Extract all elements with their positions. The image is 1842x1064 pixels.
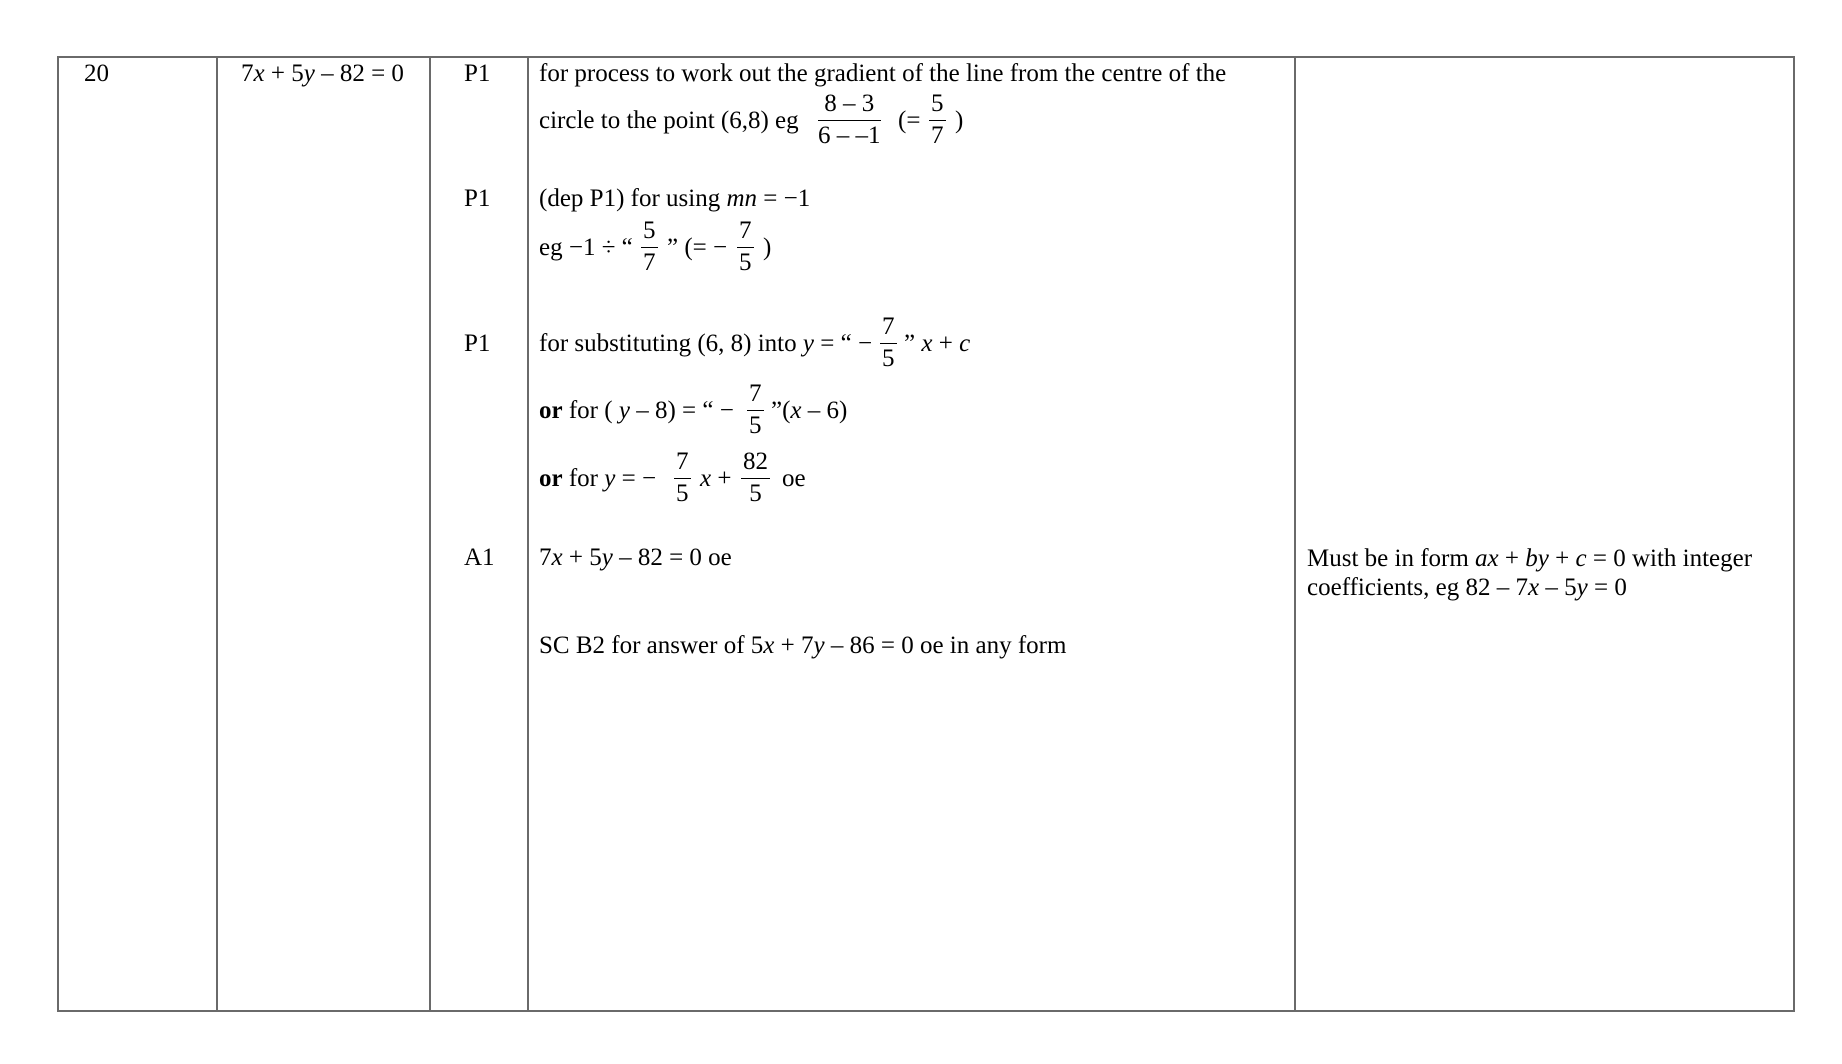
scheme-p1-line2: circle to the point (6,8) eg	[539, 107, 799, 134]
text-part: + 7	[774, 632, 814, 659]
fraction-denominator: 7	[931, 122, 944, 149]
table-bottom-border	[57, 1010, 1795, 1012]
scheme-p1-close: )	[955, 107, 964, 134]
scheme-a1-answer	[539, 543, 732, 573]
answer-part: 7	[241, 60, 254, 87]
text-part: SC B2 for answer of 5	[539, 632, 764, 659]
text-part: – 6)	[801, 397, 848, 424]
text-var: y	[618, 397, 630, 424]
fraction-seven-fifths	[674, 447, 691, 509]
text-part: + 5	[562, 544, 602, 571]
mark-p1-process: P1	[464, 60, 491, 87]
answer-part: – 82 = 0	[314, 60, 404, 87]
fraction-gradient	[818, 89, 881, 151]
text-var: x	[921, 330, 933, 357]
fraction-denominator: 5	[739, 249, 752, 276]
fraction-seven-fifths	[747, 379, 764, 441]
text-var: ax	[1475, 545, 1499, 572]
text-part: – 8) = “ −	[629, 397, 734, 424]
text-part: +	[1548, 545, 1576, 572]
fraction-seven-fifths	[880, 312, 897, 374]
answer-cell	[241, 59, 404, 89]
text-var: x	[1528, 574, 1540, 601]
fraction-denominator: 5	[676, 480, 689, 507]
text-part: (dep P1) for using	[539, 185, 727, 212]
fraction-denominator: 5	[749, 412, 762, 439]
scheme-p3-line2-end	[771, 396, 847, 426]
fraction-numerator: 82	[741, 447, 770, 479]
text-var: x	[700, 465, 712, 492]
mark-a1: A1	[464, 544, 495, 571]
text-part: for (	[562, 397, 619, 424]
text-var: y	[604, 465, 616, 492]
scheme-p3-line2	[539, 396, 734, 426]
mark-p1-perpendicular: P1	[464, 185, 491, 212]
scheme-p3-line3-oe: oe	[782, 465, 806, 492]
text-var: c	[1575, 545, 1587, 572]
text-var: y	[813, 632, 825, 659]
table-top-border	[57, 56, 1795, 58]
answer-part: + 5	[264, 60, 304, 87]
fraction-denominator: 5	[749, 480, 762, 507]
fraction-numerator: 5	[641, 216, 658, 248]
text-part: = 0	[1587, 574, 1627, 601]
text-part: Must be in form	[1307, 545, 1476, 572]
text-part: = 0 with integer coefficients, eg 82 – 7	[1307, 545, 1753, 601]
fraction-numerator: 8 – 3	[818, 89, 881, 121]
text-var: x	[551, 544, 563, 571]
scheme-special-case	[539, 631, 1066, 661]
text-var: y	[1576, 574, 1588, 601]
column-border-right	[1793, 57, 1795, 1012]
fraction-numerator: 5	[929, 89, 946, 121]
text-part: +	[1498, 545, 1526, 572]
scheme-p3-line3	[539, 464, 656, 494]
text-part: = −	[615, 465, 657, 492]
scheme-p1-line1: for process to work out the gradient of the line from the centre of the	[539, 60, 1227, 87]
fraction-denominator: 7	[643, 249, 656, 276]
text-var: mn	[726, 185, 758, 212]
text-part: for substituting (6, 8) into	[539, 330, 803, 357]
scheme-p2-line2a: eg −1 ÷ “	[539, 234, 633, 261]
fraction-numerator: 7	[674, 447, 691, 479]
guidance-comment	[1307, 544, 1787, 602]
fraction-seven-fifths	[737, 216, 754, 278]
scheme-p1-equals: (=	[898, 107, 921, 134]
text-var: c	[959, 330, 971, 357]
column-border-4	[1294, 57, 1296, 1012]
text-part: = −1	[757, 185, 811, 212]
text-part: 7	[539, 544, 552, 571]
mark-p1-substitute: P1	[464, 330, 491, 357]
fraction-denominator: 6 – –1	[818, 122, 881, 149]
text-part: +	[932, 330, 960, 357]
scheme-p2-line1	[539, 184, 810, 214]
text-var: by	[1525, 545, 1549, 572]
fraction-numerator: 7	[747, 379, 764, 411]
scheme-p3-line3-mid	[700, 464, 731, 494]
scheme-p2-line2b: ” (= −	[667, 234, 728, 261]
text-var: x	[790, 397, 802, 424]
text-part: for	[562, 465, 605, 492]
fraction-numerator: 7	[737, 216, 754, 248]
text-part: ”(	[771, 397, 791, 424]
column-border-3	[527, 57, 529, 1012]
text-var: x	[763, 632, 775, 659]
answer-var-y: y	[303, 60, 315, 87]
answer-var-x: x	[253, 60, 265, 87]
text-part: – 86 = 0 oe in any form	[824, 632, 1067, 659]
scheme-p2-close: )	[763, 234, 772, 261]
fraction-denominator: 5	[882, 345, 895, 372]
fraction-numerator: 7	[880, 312, 897, 344]
fraction-gradient-value	[929, 89, 946, 151]
text-var: y	[802, 330, 814, 357]
fraction-five-sevenths	[641, 216, 658, 278]
text-var: y	[601, 544, 613, 571]
text-part: = “ −	[814, 330, 873, 357]
scheme-p3-line1	[539, 329, 872, 359]
text-part: ”	[904, 330, 922, 357]
column-border-left	[57, 57, 59, 1012]
text-part: – 5	[1539, 574, 1577, 601]
text-part: – 82 = 0 oe	[612, 544, 732, 571]
question-number: 20	[84, 60, 109, 87]
fraction-eighty-two-fifths	[741, 447, 770, 509]
column-border-2	[429, 57, 431, 1012]
text-part: +	[711, 465, 732, 492]
or-label: or	[539, 465, 563, 492]
scheme-p3-line1-end	[904, 329, 970, 359]
column-border-1	[216, 57, 218, 1012]
or-label: or	[539, 397, 563, 424]
